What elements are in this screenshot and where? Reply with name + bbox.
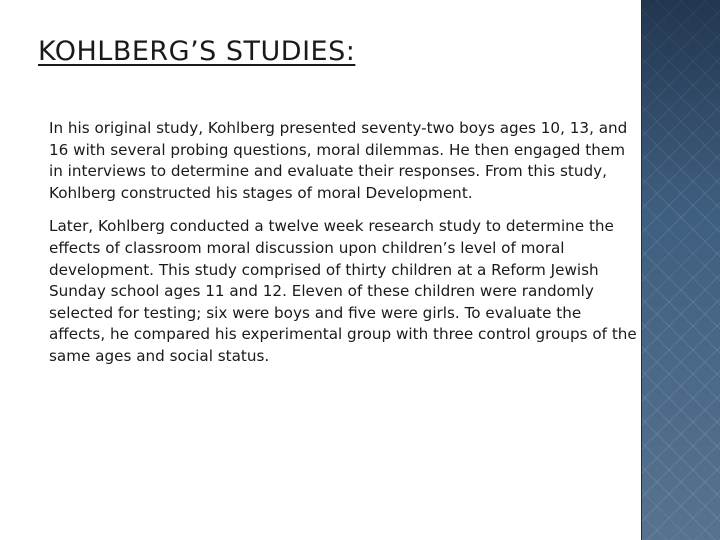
paragraph-original-study: In his original study, Kohlberg presented seventy-two boys ages 10, 13, and 16 with several probing questions, moral dilemmas. He then engaged them in interviews to determine and evaluate their responses. From this study, Kohlberg constructed his stages of moral Development. — [49, 119, 628, 202]
slide-body — [49, 118, 639, 380]
decorative-side-band — [642, 0, 720, 540]
slide-title: KOHLBERG’S STUDIES: — [38, 36, 356, 67]
paragraph-later-study: Later, Kohlberg conducted a twelve week research study to determine the effects of classroom moral discussion upon children’s level of moral development. This study comprised of thirty children at a Reform Jewish Sunday school ages 11 and 12. Eleven of these children were randomly selected for testing; six were boys and five were girls. To evaluate the affects, he compared his experimental group with three control groups of the same ages and social status. — [49, 217, 637, 365]
